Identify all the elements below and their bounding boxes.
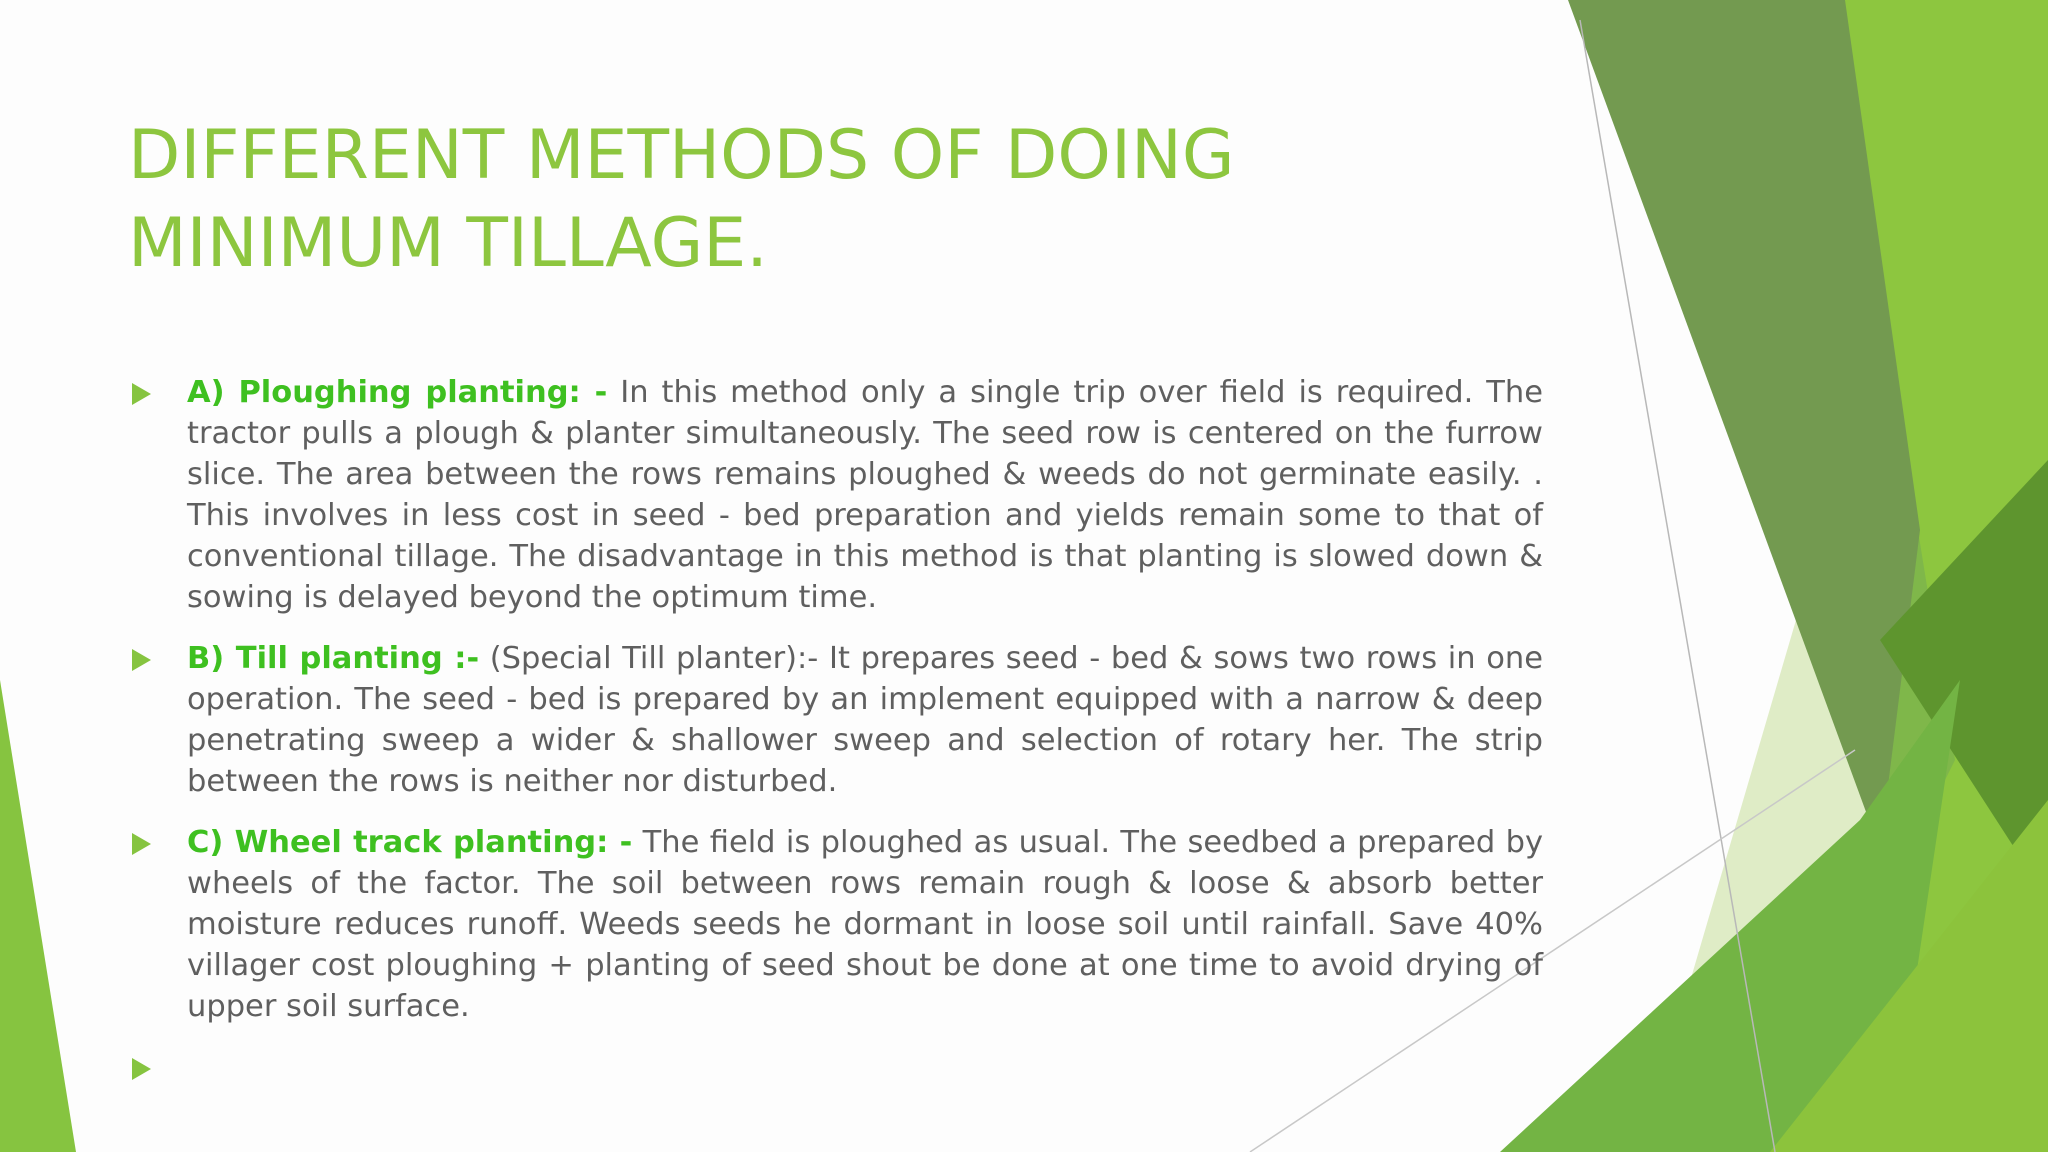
list-item-ploughing-planting [128, 372, 1543, 618]
list-item-till-planting [128, 638, 1543, 802]
list-item-empty [128, 1047, 1543, 1088]
item-heading: C) Wheel track planting: - [187, 825, 633, 860]
item-text: The field is ploughed as usual. The seedbed a prepared by wheels of the factor. The soil between rows remain rough & loose & absorb better moisture reduces runoff. Weeds seeds he dormant in loose soil until rainfall. Save 40% villager cost ploughing + planting of seed shout be done at one time to avoid drying of upper soil surface. [187, 825, 1543, 1024]
item-text: In this method only a single trip over field is required. The tractor pulls a plough & planter simultaneously. The seed row is centered on the furrow slice. The area between the rows remains ploughed & weeds do not germinate easily. . This involves in less cost in seed - bed preparation and yields remain some to that of conventional tillage. The disadvantage in this method is that planting is slowed down & sowing is delayed beyond the optimum time. [187, 375, 1543, 615]
item-heading: A) Ploughing planting: - [187, 375, 608, 410]
item-text: (Special Till planter):- It prepares seed - bed & sows two rows in one operation. The seed - bed is prepared by an implement equipped with a narrow & deep penetrating sweep a wider & shallower sweep and selection of rotary her. The strip between the rows is neither nor disturbed. [187, 641, 1543, 799]
triangle-bullet-icon [132, 383, 151, 405]
bullet-list [128, 372, 1543, 1108]
triangle-bullet-icon [132, 833, 151, 855]
slide-title: DIFFERENT METHODS OF DOING MINIMUM TILLAGE. [128, 116, 1235, 283]
item-heading: B) Till planting :- [187, 641, 480, 676]
left-green-shape [0, 680, 76, 1152]
triangle-bullet-icon [132, 649, 151, 671]
list-item-wheel-track-planting [128, 822, 1543, 1027]
triangle-bullet-icon [132, 1058, 151, 1080]
